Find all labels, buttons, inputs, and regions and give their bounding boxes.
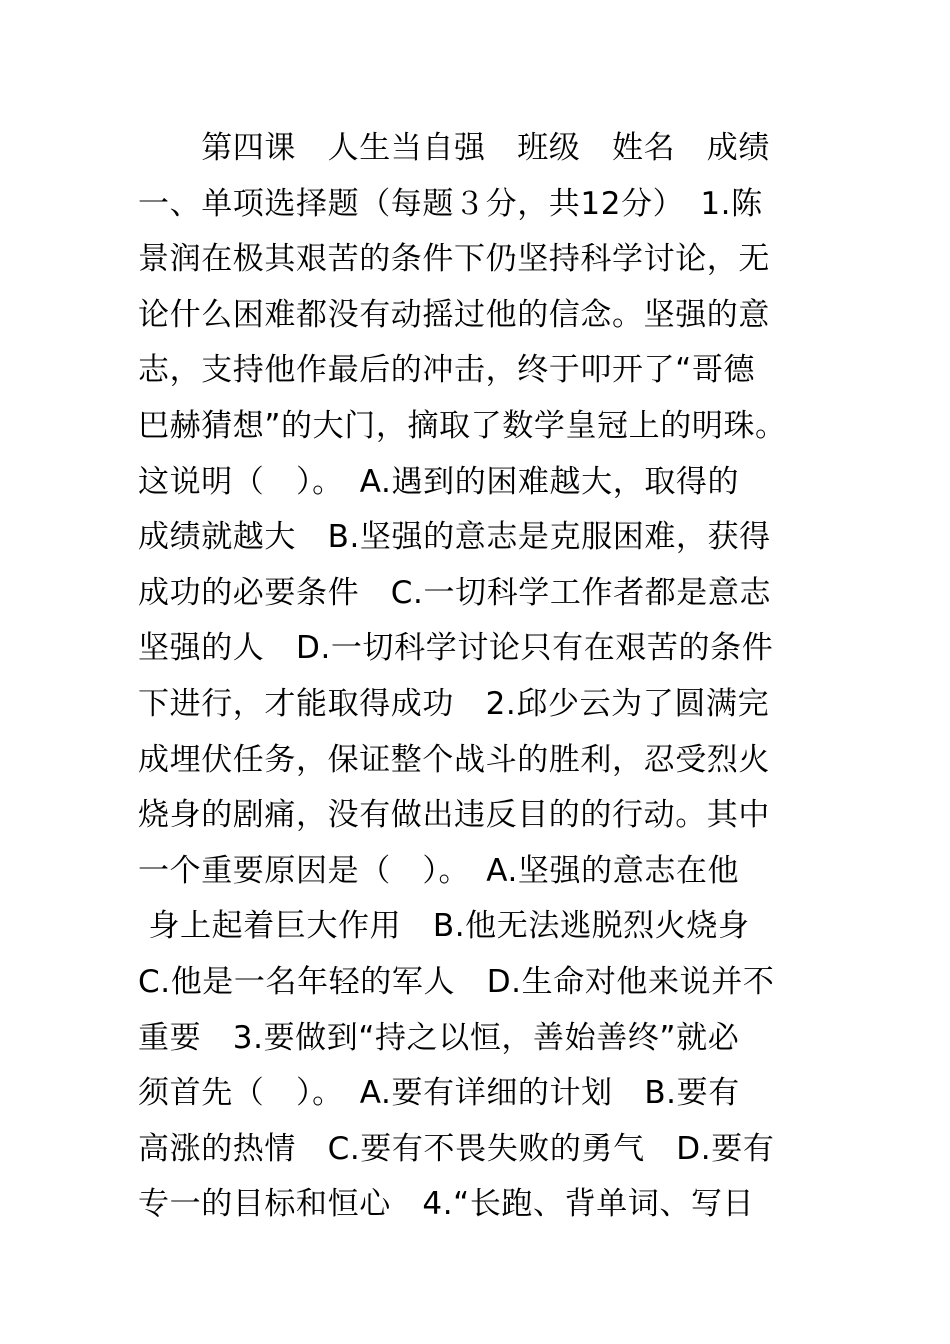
text-line: 这说明（ ）。 A.遇到的困难越大，取得的	[138, 463, 740, 500]
text-line: 重要 3.要做到“持之以恒，善始善终”就必	[138, 1019, 740, 1056]
text-line: 一个重要原因是（ ）。 A.坚强的意志在他	[138, 852, 740, 889]
text-line: C.他是一名年轻的军人 D.生命对他来说并不	[138, 963, 775, 1000]
text-line: 烧身的剧痛，没有做出违反目的的行动。其中	[138, 797, 770, 834]
text-line: 成绩就越大 B.坚强的意志是克服困难，获得	[138, 519, 771, 556]
text-line: 巴赫猜想”的大门，摘取了数学皇冠上的明珠。	[138, 407, 787, 444]
text-line: 下进行，才能取得成功 2.邱少云为了圆满完	[138, 685, 770, 722]
text-line: 论什么困难都没有动摇过他的信念。坚强的意	[138, 296, 770, 333]
text-line: 身上起着巨大作用 B.他无法逃脱烈火烧身	[138, 908, 750, 945]
text-line-title: 第四课 人生当自强 班级 姓名 成绩	[138, 130, 770, 166]
text-line: 须首先（ ）。 A.要有详细的计划 B.要有	[138, 1075, 740, 1112]
text-line: 高涨的热情 C.要有不畏失败的勇气 D.要有	[138, 1130, 775, 1167]
text-line: 坚强的人 D.一切科学讨论只有在艰苦的条件	[138, 630, 774, 667]
text-line: 景润在极其艰苦的条件下仍坚持科学讨论，无	[138, 241, 770, 278]
document-text	[138, 121, 838, 1233]
text-line: 成埋伏任务，保证整个战斗的胜利，忍受烈火	[138, 741, 770, 778]
text-line-section-heading: 一、单项选择题（每题３分，共12分） 1.陈	[138, 185, 763, 222]
text-line: 志，支持他作最后的冲击，终于叩开了“哥德	[138, 352, 756, 389]
text-line: 专一的目标和恒心 4.“长跑、背单词、写日	[138, 1186, 755, 1223]
text-line: 成功的必要条件 C.一切科学工作者都是意志	[138, 574, 772, 611]
